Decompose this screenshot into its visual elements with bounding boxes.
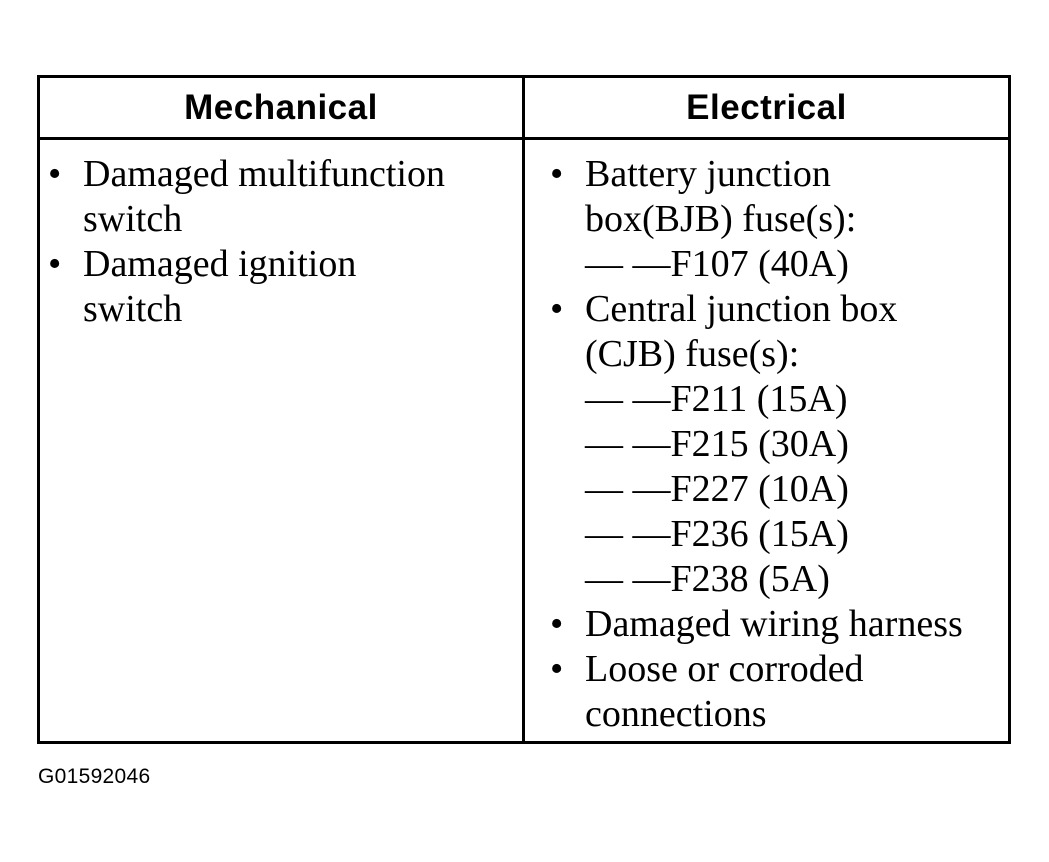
mechanical-item-line: Damaged ignition: [83, 243, 357, 285]
electrical-item-line: (CJB) fuse(s):: [585, 333, 800, 375]
electrical-item-line: box(BJB) fuse(s):: [585, 198, 857, 240]
electrical-item-line: connections: [585, 693, 767, 735]
mechanical-cell: [48, 140, 518, 332]
electrical-item: [550, 647, 1010, 737]
mechanical-item-line: Damaged multifunction: [83, 153, 445, 195]
electrical-item: [550, 287, 1010, 602]
electrical-item: [550, 152, 1010, 287]
electrical-item-line: — —F211 (15A): [585, 378, 848, 420]
mechanical-item: [48, 242, 518, 332]
electrical-item-line: — —F227 (10A): [585, 468, 849, 510]
electrical-header: Electrical: [686, 87, 847, 127]
mechanical-header: Mechanical: [184, 87, 378, 127]
symptom-table: [37, 75, 1011, 744]
electrical-item-line: — —F215 (30A): [585, 423, 849, 465]
figure-id: G01592046: [38, 765, 151, 788]
bullet-icon: •: [550, 153, 564, 195]
mechanical-item: [48, 152, 518, 242]
electrical-item: [550, 602, 1010, 647]
bullet-icon: •: [550, 288, 564, 330]
bullet-icon: •: [48, 153, 62, 195]
electrical-item-line: Central junction box: [585, 288, 898, 330]
mechanical-list: [48, 152, 518, 332]
bullet-icon: •: [550, 648, 564, 690]
electrical-item-line: Battery junction: [585, 153, 831, 195]
mechanical-item-line: switch: [83, 198, 183, 240]
electrical-item-line: Damaged wiring harness: [585, 603, 963, 645]
bullet-icon: •: [48, 243, 62, 285]
electrical-item-line: — —F238 (5A): [585, 558, 830, 600]
electrical-cell: [550, 140, 1010, 737]
mechanical-item-line: switch: [83, 288, 183, 330]
column-divider: [522, 78, 525, 741]
bullet-icon: •: [550, 603, 564, 645]
electrical-item-line: — —F107 (40A): [585, 243, 849, 285]
electrical-item-line: — —F236 (15A): [585, 513, 849, 555]
electrical-list: [550, 152, 1010, 737]
electrical-item-line: Loose or corroded: [585, 648, 864, 690]
